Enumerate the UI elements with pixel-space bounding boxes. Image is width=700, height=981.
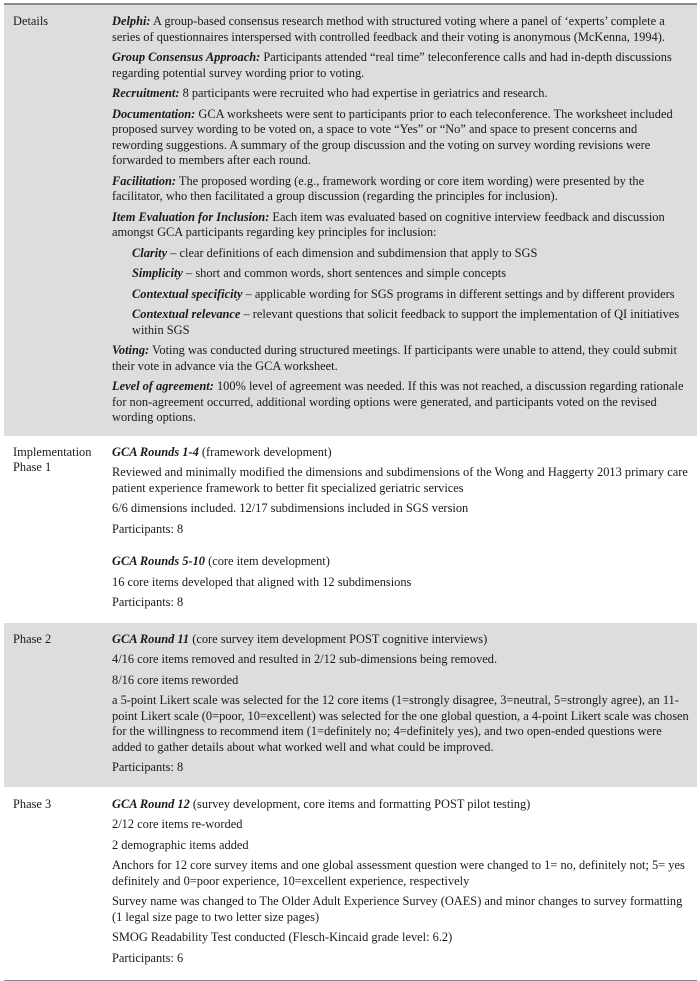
term: Contextual specificity bbox=[132, 286, 243, 301]
round-heading: GCA Rounds 5-10 (core item development) bbox=[112, 554, 330, 568]
round-line: Participants: 8 bbox=[112, 595, 184, 609]
term: Clarity bbox=[132, 245, 168, 260]
spacer bbox=[112, 542, 691, 554]
detail-item-facilitation: Facilitation: The proposed wording (e.g., framework wording or core item wording) were presented by the facilitator, who then facilitated a group discussion (regarding the principles for inclusion). bbox=[112, 173, 645, 203]
principle-clarity: Clarity – clear definitions of each dimension and subdimension that apply to SGS bbox=[132, 245, 538, 260]
phase-1-content bbox=[112, 445, 697, 611]
phase-3-content bbox=[112, 797, 697, 967]
detail-item-documentation: Documentation: GCA worksheets were sent to participants prior to each teleconference. The worksheet included proposed survey wording to be voted on, a space to vote “Yes” or “No” and space to present concerns and rewording suggestions. A summary of the group discussion and the voting on survey wording revisions were forwarded to members after each round. bbox=[112, 106, 673, 167]
round-line: Participants: 6 bbox=[112, 950, 184, 965]
methods-table bbox=[4, 3, 697, 981]
term: GCA Round 11 bbox=[112, 631, 190, 646]
detail-item-delphi: Delphi: A group-based consensus research method with structured voting where a panel of ‘experts’ complete a series of questionnaires interspersed with controlled feedback and their voting is anonymous (McKenna, 1994). bbox=[112, 14, 665, 44]
term: Recruitment: bbox=[112, 86, 180, 100]
details-content bbox=[112, 14, 697, 426]
round-line: 2 demographic items added bbox=[112, 837, 249, 852]
term: Simplicity bbox=[132, 266, 183, 280]
table-row-phase-3 bbox=[4, 787, 697, 981]
table-row-phase-2 bbox=[4, 623, 697, 787]
detail-item-recruitment: Recruitment: 8 participants were recruited who had expertise in geriatrics and research. bbox=[112, 86, 548, 100]
round-line: Anchors for 12 core survey items and one global assessment question were changed to 1= no, definitely not; 5= yes definitely and 0=poor experience, 10=excellent experience, respectively bbox=[112, 858, 685, 888]
row-label: Details bbox=[13, 14, 49, 28]
term: Documentation: bbox=[112, 106, 196, 121]
round-line: 6/6 dimensions included. 12/17 subdimensions included in SGS version bbox=[112, 501, 469, 515]
term: Voting: bbox=[112, 343, 150, 357]
term: Facilitation: bbox=[112, 173, 177, 188]
term: Group Consensus Approach: bbox=[112, 50, 261, 64]
term: Item Evaluation for Inclusion: bbox=[112, 209, 270, 224]
detail-item-voting: Voting: Voting was conducted during structured meetings. If participants were unable to attend, they could submit their vote in advance via the GCA worksheet. bbox=[112, 343, 677, 373]
round-heading: GCA Round 11 (core survey item development POST cognitive interviews) bbox=[112, 631, 488, 646]
round-line: Participants: 8 bbox=[112, 760, 184, 774]
round-line: 2/12 core items re-worded bbox=[112, 817, 243, 831]
row-label: Phase 3 bbox=[13, 796, 52, 811]
round-heading: GCA Rounds 1-4 (framework development) bbox=[112, 444, 332, 459]
table-row-details bbox=[4, 5, 697, 436]
term: GCA Rounds 5-10 bbox=[112, 554, 205, 568]
round-line: SMOG Readability Test conducted (Flesch-Kincaid grade level: 6.2) bbox=[112, 930, 453, 944]
principle-contextual-specificity: Contextual specificity – applicable wording for SGS programs in different settings and by different providers bbox=[132, 286, 675, 301]
round-line: Participants: 8 bbox=[112, 521, 184, 536]
principle-contextual-relevance: Contextual relevance – relevant questions that solicit feedback to support the implementation of QI initiatives within SGS bbox=[132, 307, 680, 337]
round-line: 4/16 core items removed and resulted in 2/12 sub-dimensions being removed. bbox=[112, 652, 498, 666]
term: GCA Round 12 bbox=[112, 796, 190, 811]
detail-item-evaluation: Item Evaluation for Inclusion: Each item was evaluated based on cognitive interview feedback and discussion amongst GCA participants regarding key principles for inclusion: bbox=[112, 209, 665, 239]
term: Contextual relevance bbox=[132, 307, 241, 321]
phase-2-content bbox=[112, 632, 697, 776]
round-heading: GCA Round 12 (survey development, core items and formatting POST pilot testing) bbox=[112, 796, 531, 811]
round-line: 8/16 core items reworded bbox=[112, 672, 239, 687]
term: Delphi: bbox=[112, 14, 151, 28]
term: Level of agreement: bbox=[112, 379, 214, 393]
table-row-phase-1 bbox=[4, 436, 697, 623]
round-line: Reviewed and minimally modified the dimensions and subdimensions of the Wong and Haggerty 2013 primary care patient experience framework to better fit specialized geriatric services bbox=[112, 465, 688, 495]
round-line: Survey name was changed to The Older Adult Experience Survey (OAES) and minor changes to survey formatting (1 legal size page to two letter size pages) bbox=[112, 894, 683, 924]
row-label: Implementation Phase 1 bbox=[13, 444, 92, 474]
detail-item-agreement: Level of agreement: 100% level of agreement was needed. If this was not reached, a discussion regarding rationale for non-agreement occurred, additional wording options were generated, and participants voted on the revised wording options. bbox=[112, 379, 684, 424]
round-line: a 5-point Likert scale was selected for the 12 core items (1=strongly disagree, 3=neutral, 5=strongly agree), an 11-point Likert scale (0=poor, 10=excellent) was selected for the one global question, a 4-point Likert scale was chosen for the willingness to recommend item (1=definitely no; 4=definitely yes), and two open-ended questions were added to gather details about what worked well and what could be improved. bbox=[112, 693, 689, 754]
round-line: 16 core items developed that aligned with 12 subdimensions bbox=[112, 574, 412, 589]
detail-item-group-consensus: Group Consensus Approach: Participants attended “real time” teleconference calls and had in-depth discussions regarding potential survey wording prior to voting. bbox=[112, 50, 672, 80]
row-label: Phase 2 bbox=[13, 631, 52, 646]
principle-simplicity: Simplicity – short and common words, short sentences and simple concepts bbox=[132, 266, 507, 280]
term: GCA Rounds 1-4 bbox=[112, 444, 199, 459]
